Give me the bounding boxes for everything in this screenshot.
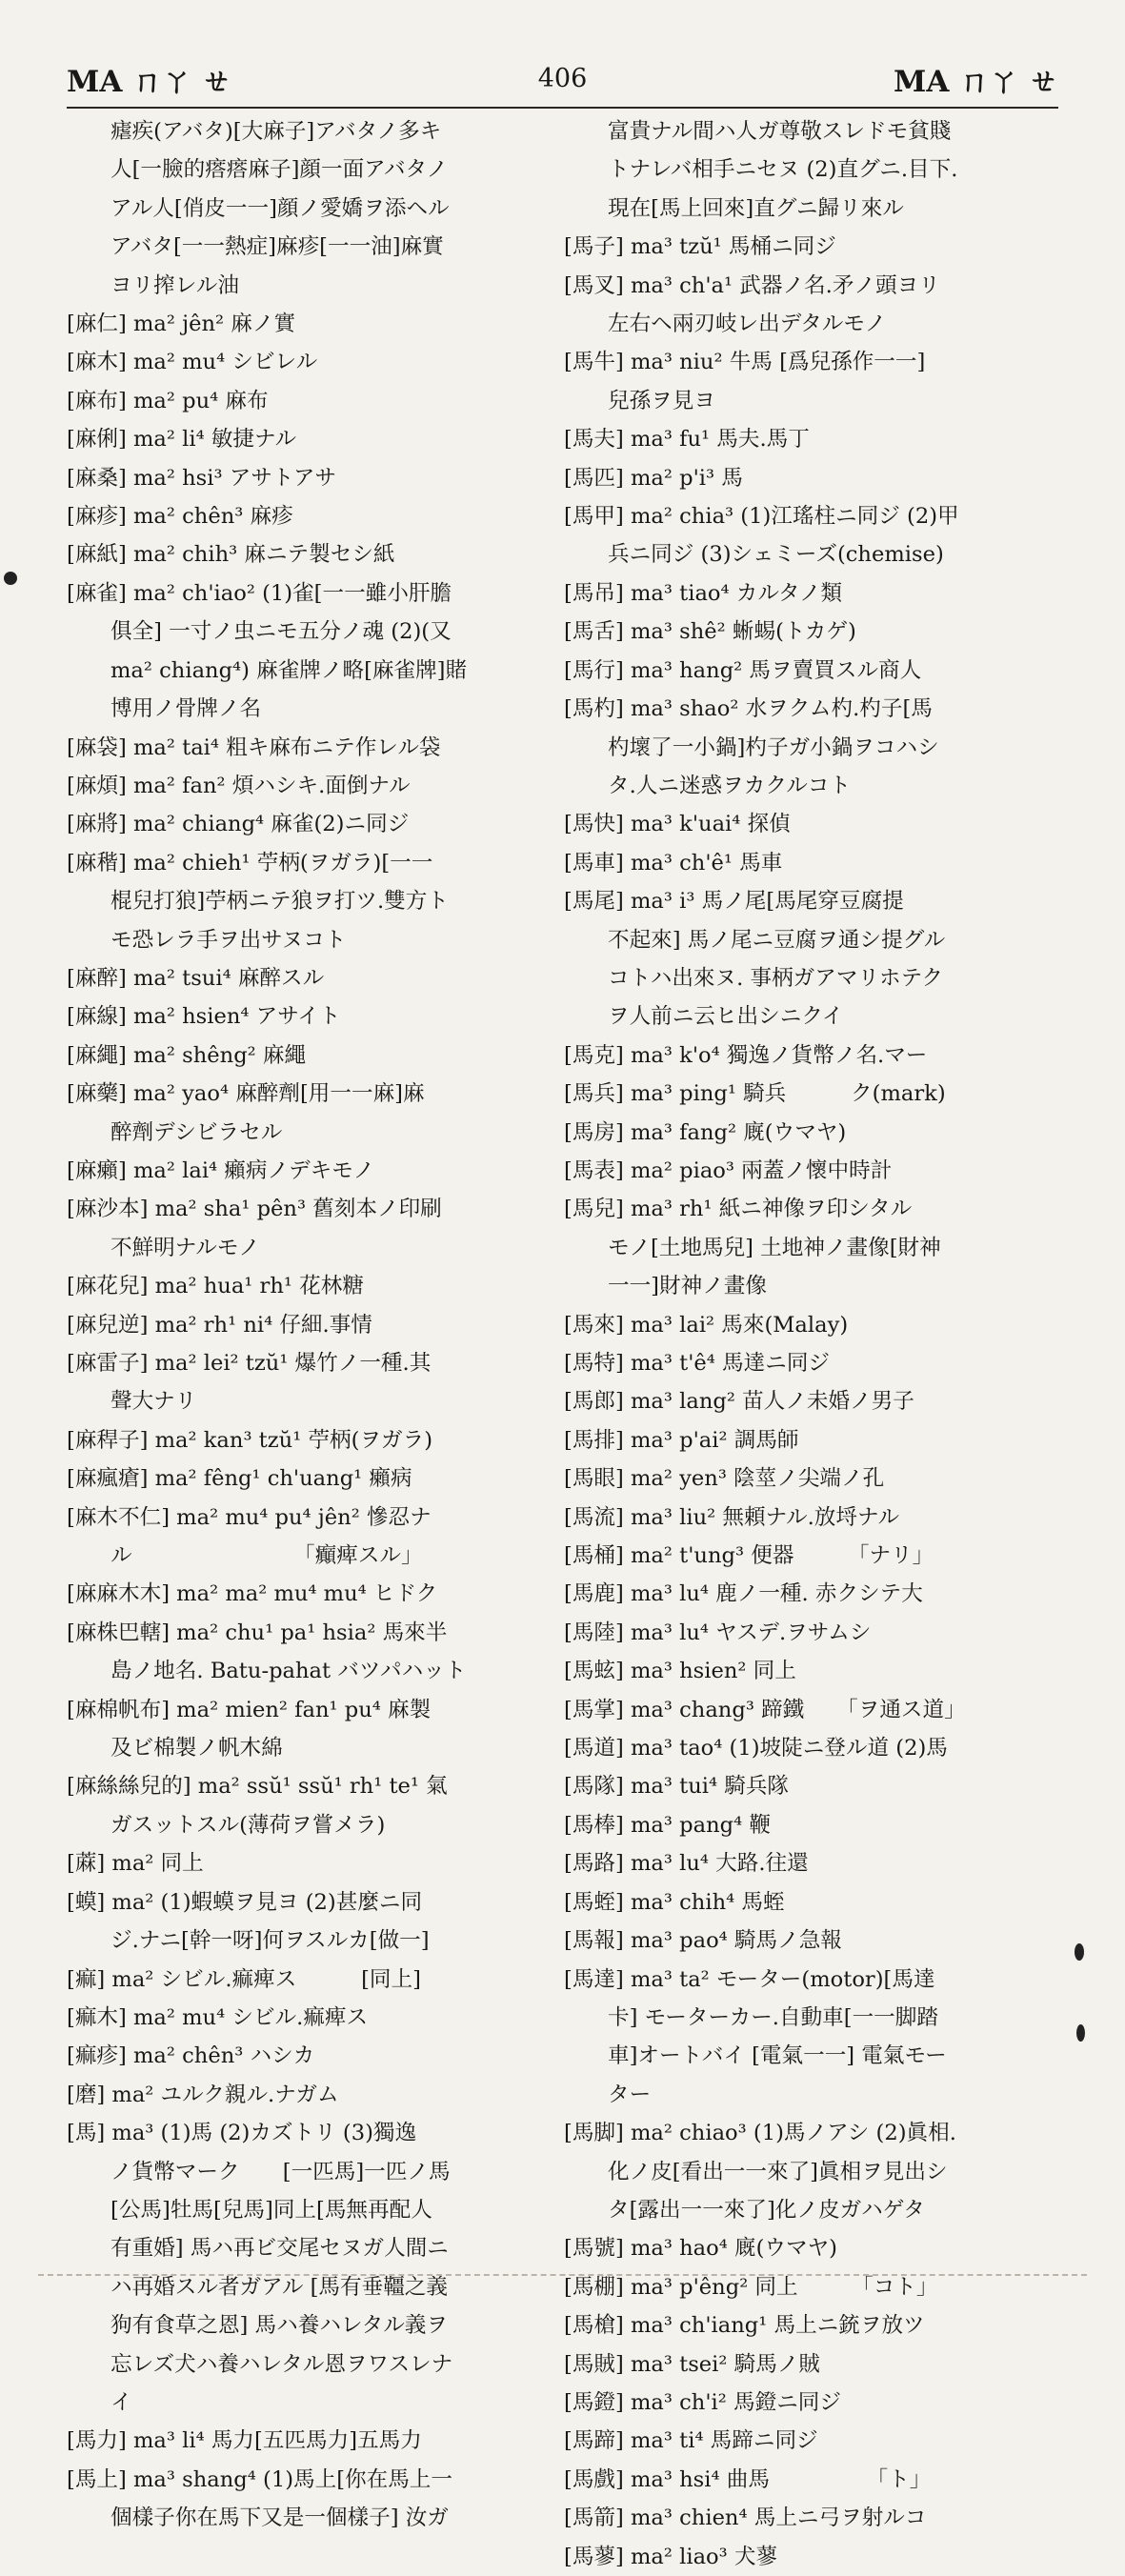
dictionary-entry: [麻瘋瘡] ma² fêng¹ ch'uang¹ 癩病	[67, 1466, 412, 1492]
dictionary-entry: [馬報] ma³ pao⁴ 騎馬ノ急報	[564, 1928, 842, 1954]
dictionary-entry: [麻袋] ma² tai⁴ 粗キ麻布ニテ作レル袋	[67, 735, 441, 760]
dictionary-entry: [馬兵] ma³ ping¹ 騎兵 ク(mark)	[564, 1081, 946, 1107]
dictionary-entry: [馬賊] ma³ tsei² 騎馬ノ賊	[564, 2351, 821, 2377]
entry-continuation: ヨリ搾レル油	[110, 272, 239, 298]
dictionary-entry: [麻木] ma² mu⁴ シビレル	[67, 350, 318, 375]
entry-continuation: モ恐レラ手ヲ出サヌコト	[110, 927, 347, 953]
dictionary-entry: [麻兒逆] ma² rh¹ ni⁴ 仔細.事情	[67, 1312, 372, 1338]
entry-continuation: 棍兒打狼]苧柄ニテ狼ヲ打ツ.雙方ト	[110, 889, 449, 915]
entry-continuation: 兒孫ヲ見ヨ	[608, 388, 715, 413]
dictionary-entry: [麻仁] ma² jên² 麻ノ實	[67, 312, 296, 337]
dictionary-entry: [麻桑] ma² hsi³ アサトアサ	[67, 465, 337, 491]
entry-continuation: コトハ出來ヌ. 事柄ガアマリホテク	[608, 965, 943, 991]
dictionary-entry: [麻麻木木] ma² ma² mu⁴ mu⁴ ヒドク	[67, 1581, 438, 1607]
entry-continuation: 及ビ棉製ノ帆木綿	[110, 1736, 283, 1761]
dictionary-entry: [麻木不仁] ma² mu⁴ pu⁴ jên² 慘忍ナ	[67, 1504, 432, 1530]
dictionary-entry: [蟆] ma² (1)蝦蟆ヲ見ヨ (2)甚麼ニ同	[67, 1889, 423, 1915]
header-right: MA ㄇㄚ ㄝ	[894, 64, 1058, 99]
dictionary-entry: [馬陸] ma³ lu⁴ ヤスデ.ヲサムシ	[564, 1620, 872, 1645]
dictionary-entry: [馬上] ma³ shang⁴ (1)馬上[你在馬上一	[67, 2466, 452, 2492]
dictionary-entry: [馬路] ma³ lu⁴ 大路.往還	[564, 1851, 809, 1877]
dictionary-entry: [麻棉帆布] ma² mien² fan¹ pu⁴ 麻製	[67, 1697, 432, 1722]
dictionary-entry: [麻煩] ma² fan² 煩ハシキ.面倒ナル	[67, 773, 411, 798]
dictionary-entry: [馬鹿] ma³ lu⁴ 鹿ノ一種. 赤クシテ大	[564, 1581, 923, 1607]
dictionary-entry: [馬流] ma³ liu² 無頼ナル.放埒ナル	[564, 1504, 900, 1530]
entry-continuation: 島ノ地名. Batu-pahat バツパハット	[110, 1659, 467, 1684]
dictionary-entry: [馬] ma³ (1)馬 (2)カズトリ (3)獨逸	[67, 2121, 417, 2146]
dictionary-entry: [馬房] ma³ fang² 廐(ウマヤ)	[564, 1119, 847, 1145]
dictionary-entry: [麻花兒] ma² hua¹ rh¹ 花林糖	[67, 1274, 364, 1299]
dictionary-entry: [痲木] ma² mu⁴ シビル.痲痺ス	[67, 2004, 369, 2030]
entry-continuation: アバタ[一一熱症]麻疹[一一油]麻實	[110, 234, 444, 260]
dictionary-entry: [馬達] ma³ ta² モーター(motor)[馬達	[564, 1966, 935, 1992]
dictionary-entry: [馬杓] ma³ shao² 水ヲクム杓.杓子[馬	[564, 696, 933, 722]
dictionary-entry: [麻株巴轄] ma² chu¹ pa¹ hsia² 馬來半	[67, 1620, 448, 1645]
dictionary-entry: [馬桶] ma² t'ung³ 便器 「ナリ」	[564, 1543, 934, 1569]
dictionary-entry: [馬匹] ma² p'i³ 馬	[564, 465, 743, 491]
dictionary-entry: [麻布] ma² pu⁴ 麻布	[67, 388, 269, 413]
dictionary-entry: [馬蛭] ma³ chih⁴ 馬蛭	[564, 1889, 785, 1915]
dictionary-entry: [麻將] ma² chiang⁴ 麻雀(2)ニ同ジ	[67, 812, 410, 837]
dictionary-entry: [馬掌] ma³ chang³ 蹄鐵 「ヲ通ス道」	[564, 1697, 966, 1722]
dictionary-entry: [麻雀] ma² ch'iao² (1)雀[一一雖小肝膽	[67, 580, 452, 606]
dictionary-entry: [馬棒] ma³ pang⁴ 鞭	[564, 1812, 771, 1838]
entry-continuation: 左右ヘ兩刃岐レ出デタルモノ	[608, 312, 887, 337]
dictionary-entry: [馬叉] ma³ ch'a¹ 武器ノ名.矛ノ頭ヨリ	[564, 272, 940, 298]
entry-continuation: アル人[俏皮一一]顔ノ愛嬌ヲ添ヘル	[110, 195, 450, 221]
entry-continuation: 狗有食草之恩] 馬ハ養ハレタル義ヲ	[110, 2313, 448, 2339]
dictionary-entry: [馬舌] ma³ shê² 蜥蜴(トカゲ)	[564, 619, 856, 645]
entry-continuation: 瘧疾(アバタ)[大麻子]アバタノ多キ	[110, 119, 442, 144]
dictionary-entry: [馬隊] ma³ tui⁴ 騎兵隊	[564, 1774, 790, 1800]
dictionary-entry: [馬特] ma³ t'ê⁴ 馬達ニ同ジ	[564, 1351, 831, 1376]
entry-continuation: 博用ノ骨牌ノ名	[110, 696, 262, 722]
dictionary-entry: [麻癩] ma² lai⁴ 癩病ノデキモノ	[67, 1157, 375, 1183]
entry-continuation: ター	[608, 2082, 652, 2107]
dictionary-entry: [馬牛] ma³ niu² 牛馬 [爲兒孫作一一]	[564, 350, 926, 375]
page-number: 406	[537, 63, 588, 93]
entry-continuation: ル 「癲痺スル」	[110, 1543, 423, 1569]
dictionary-entry: [馬道] ma³ tao⁴ (1)坡陡ニ登ル道 (2)馬	[564, 1736, 948, 1761]
dictionary-entry: [磨] ma² ユルク親ル.ナガム	[67, 2082, 339, 2107]
dictionary-entry: [馬甲] ma² chia³ (1)江瑤柱ニ同ジ (2)甲	[564, 504, 959, 530]
dictionary-entry: [馬快] ma³ k'uai⁴ 探偵	[564, 812, 791, 837]
dictionary-entry: [馬排] ma³ p'ai² 調馬師	[564, 1427, 799, 1453]
entry-continuation: 不鮮明ナルモノ	[110, 1235, 260, 1260]
dictionary-entry: [麻俐] ma² li⁴ 敏捷ナル	[67, 427, 297, 453]
entry-continuation: トナレバ相手ニセヌ (2)直グニ.目下.	[608, 157, 958, 183]
dictionary-entry: [麻藥] ma² yao⁴ 麻醉劑[用一一麻]麻	[67, 1081, 425, 1107]
dictionary-entry: [馬戲] ma³ hsi⁴ 曲馬 「ト」	[564, 2466, 932, 2492]
dictionary-entry: [麻醉] ma² tsui⁴ 麻醉スル	[67, 965, 325, 991]
dictionary-entry: [馬克] ma³ k'o⁴ 獨逸ノ貨幣ノ名.マー	[564, 1042, 928, 1068]
entry-continuation: [公馬]牡馬[兒馬]同上[馬無再配人	[110, 2197, 432, 2223]
dictionary-entry: [馬夫] ma³ fu¹ 馬夫.馬丁	[564, 427, 810, 453]
entry-continuation: 聲大ナリ	[110, 1389, 197, 1415]
dictionary-entry: [痲疹] ma² chên³ ハシカ	[67, 2043, 315, 2069]
dictionary-entry: [麻雷子] ma² lei² tzŭ¹ 爆竹ノ一種.其	[67, 1351, 432, 1376]
dictionary-entry: [痲] ma² シビル.痲痺ス [同上]	[67, 1966, 421, 1992]
entry-continuation: 一一]財神ノ畫像	[608, 1274, 767, 1299]
dictionary-entry: [馬車] ma³ ch'ê¹ 馬車	[564, 850, 783, 875]
page-header	[67, 50, 1058, 107]
dictionary-entry: [麻紙] ma² chih³ 麻ニテ製セシ紙	[67, 542, 395, 568]
dictionary-entry: [馬眼] ma² yen³ 陰莖ノ尖端ノ孔	[564, 1466, 885, 1492]
dictionary-entry: [馬郎] ma³ lang² 苗人ノ未婚ノ男子	[564, 1389, 914, 1415]
dictionary-entry: [麻沙本] ma² sha¹ pên³ 舊刻本ノ印刷	[67, 1197, 442, 1222]
entry-continuation: 有重婚] 馬ハ再ビ交尾セヌガ人間ニ	[110, 2236, 449, 2262]
entry-continuation: モノ[土地馬兒] 土地神ノ畫像[財神	[608, 1235, 941, 1260]
dictionary-entry: [馬力] ma³ li⁴ 馬力[五匹馬力]五馬力	[67, 2428, 422, 2454]
dictionary-entry: [馬蚿] ma³ hsien² 同上	[564, 1659, 796, 1684]
dictionary-entry: [蔴] ma² 同上	[67, 1851, 204, 1877]
dictionary-entry: [馬蓼] ma² liao³ 犬蓼	[564, 2544, 778, 2569]
entry-continuation: 卡] モーターカー.自動車[一一脚踏	[608, 2004, 938, 2030]
right-column	[564, 112, 1050, 2576]
margin-dot	[4, 572, 17, 585]
entry-continuation: 兵ニ同ジ (3)シェミーズ(chemise)	[608, 542, 944, 568]
entry-continuation: ガスットスル(薄荷ヲ嘗メラ)	[110, 1812, 386, 1838]
dictionary-entry: [馬尾] ma³ i³ 馬ノ尾[馬尾穿豆腐提	[564, 889, 904, 915]
entry-continuation: タ[露出一一來了]化ノ皮ガハゲタ	[608, 2197, 925, 2223]
dictionary-entry: [馬兒] ma³ rh¹ 紙ニ神像ヲ印シタル	[564, 1197, 913, 1222]
entry-continuation: 俱全] 一寸ノ虫ニモ五分ノ魂 (2)(又	[110, 619, 452, 645]
dictionary-entry: [馬蹄] ma³ ti⁴ 馬蹄ニ同ジ	[564, 2428, 818, 2454]
header-rule	[67, 107, 1058, 109]
left-column	[67, 112, 552, 2538]
entry-continuation: 忘レズ犬ハ養ハレタル恩ヲワスレナ	[110, 2351, 453, 2377]
entry-continuation: ハ再婚スル者ガアル [馬有垂韁之義	[110, 2274, 448, 2300]
dictionary-entry: [馬號] ma³ hao⁴ 廐(ウマヤ)	[564, 2236, 838, 2262]
entry-continuation: タ.人ニ迷惑ヲカクルコト	[608, 773, 852, 798]
dictionary-entry: [馬箭] ma³ chien⁴ 馬上ニ弓ヲ射ルコ	[564, 2506, 927, 2531]
dictionary-entry: [馬鐙] ma³ ch'i² 馬鐙ニ同ジ	[564, 2389, 841, 2415]
entry-continuation: ヲ人前ニ云ヒ出シニクイ	[608, 1004, 844, 1030]
dictionary-entry: [馬子] ma³ tzŭ¹ 馬桶ニ同ジ	[564, 234, 836, 260]
entry-continuation: ma² chiang⁴) 麻雀牌ノ略[麻雀牌]賭	[110, 657, 468, 683]
entry-continuation: ジ.ナニ[幹一呀]何ヲスルカ[做一]	[110, 1928, 430, 1954]
entry-continuation: 人[一臉的瘩瘩麻子]顔一面アバタノ	[110, 157, 449, 183]
entry-continuation: 不起來] 馬ノ尾ニ豆腐ヲ通シ提グル	[608, 927, 946, 953]
entry-continuation: 車]オートバイ [電氣一一] 電氣モー	[608, 2043, 947, 2069]
margin-dot	[1076, 2024, 1085, 2042]
dictionary-entry: [麻疹] ma² chên³ 麻疹	[67, 504, 293, 530]
entry-continuation: イ	[110, 2389, 132, 2415]
entry-continuation: 化ノ皮[看出一一來了]眞相ヲ見出シ	[608, 2159, 948, 2184]
page-footer-rule	[38, 2274, 1087, 2278]
dictionary-entry: [麻絲絲兒的] ma² ssŭ¹ ssŭ¹ rh¹ te¹ 氣	[67, 1774, 448, 1800]
entry-continuation: 個樣子你在馬下又是一個樣子] 汝ガ	[110, 2506, 449, 2531]
dictionary-entry: [麻稭] ma² chieh¹ 苧柄(ヲガラ)[一一	[67, 850, 433, 875]
dictionary-entry: [麻繩] ma² shêng² 麻繩	[67, 1042, 307, 1068]
header-left: MA ㄇㄚ ㄝ	[67, 64, 231, 99]
dictionary-entry: [馬槍] ma³ ch'iang¹ 馬上ニ銃ヲ放ツ	[564, 2313, 925, 2339]
dictionary-entry: [馬吊] ma³ tiao⁴ カルタノ類	[564, 580, 843, 606]
dictionary-entry: [麻線] ma² hsien⁴ アサイト	[67, 1004, 341, 1030]
dictionary-entry: [麻稈子] ma² kan³ tzŭ¹ 苧柄(ヲガラ)	[67, 1427, 433, 1453]
dictionary-entry: [馬行] ma³ hang² 馬ヲ賣買スル商人	[564, 657, 922, 683]
dictionary-entry: [馬脚] ma² chiao³ (1)馬ノアシ (2)眞相.	[564, 2121, 956, 2146]
margin-dot	[1075, 1943, 1084, 1961]
entry-continuation: ノ貨幣マーク [一匹馬]一匹ノ馬	[110, 2159, 451, 2184]
entry-continuation: 現在[馬上回來]直グニ歸リ來ル	[608, 195, 904, 221]
entry-continuation: 醉劑デシビラセル	[110, 1119, 283, 1145]
dictionary-entry: [馬來] ma³ lai² 馬來(Malay)	[564, 1312, 849, 1338]
dictionary-entry: [馬表] ma² piao³ 兩蓋ノ懷中時計	[564, 1157, 893, 1183]
dictionary-entry: [馬棚] ma³ p'êng² 同上 「コト」	[564, 2274, 938, 2300]
entry-continuation: 杓壞了一小鍋]杓子ガ小鍋ヲコハシ	[608, 735, 939, 760]
entry-continuation: 富貴ナル間ハ人ガ尊敬スレドモ貧賤	[608, 119, 952, 144]
